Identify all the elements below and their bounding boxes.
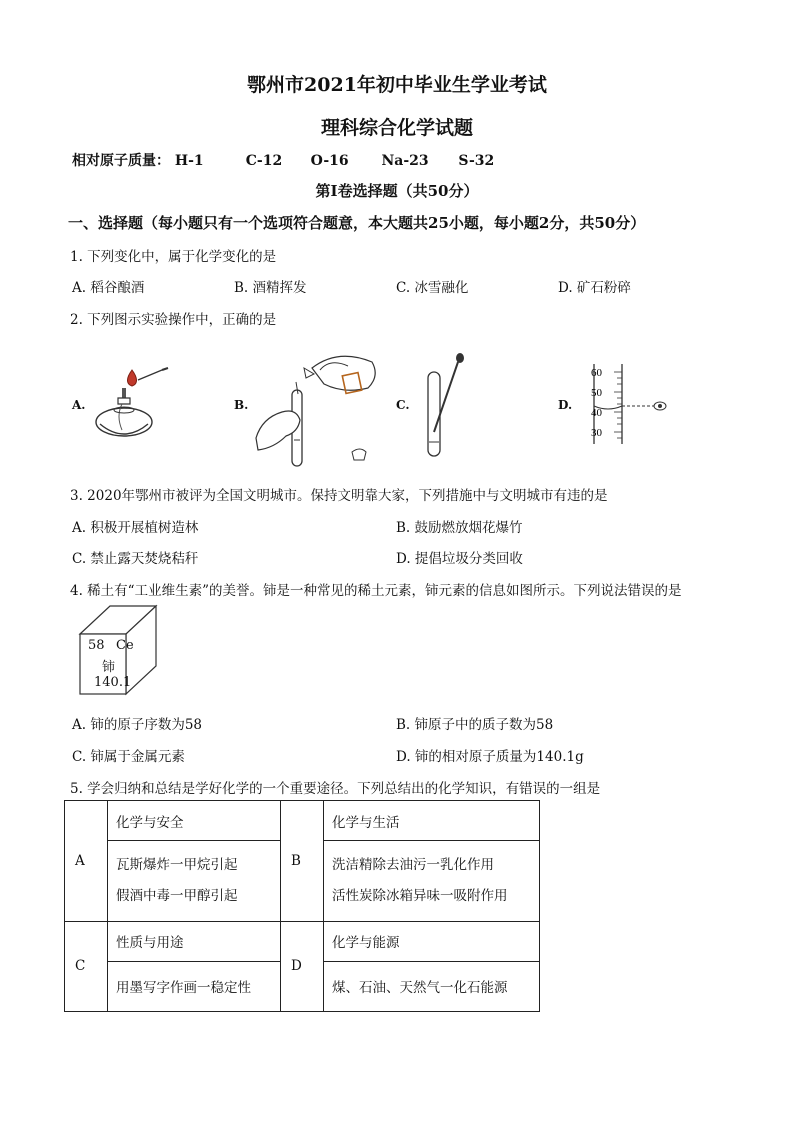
- q5-letter-d: D: [281, 921, 324, 1011]
- atomic-mass-h: H-1: [174, 153, 204, 169]
- q5-heading-a: 化学与安全: [108, 801, 281, 841]
- atomic-mass-s: S-32: [458, 153, 495, 169]
- q1-option-c: C. 冰雪融化: [396, 280, 469, 296]
- atomic-mass-o: O-16: [310, 153, 349, 169]
- q1-option-d: D. 矿石粉碎: [558, 280, 631, 296]
- q5-heading-c: 性质与用途: [108, 921, 281, 961]
- alcohol-lamp-figure: [92, 364, 172, 442]
- exam-subtitle: 理科综合化学试题: [320, 117, 473, 139]
- cylinder-tick-30: 30: [591, 427, 602, 439]
- dropper-figure: [420, 352, 470, 462]
- q3-stem: 3. 2020年鄂州市被评为全国文明城市。保持文明靠大家，下列措施中与文明城市有违的是: [70, 488, 608, 504]
- q2-label-b: B.: [234, 398, 249, 412]
- q5-heading-d: 化学与能源: [324, 921, 540, 961]
- graduated-cylinder-figure: [586, 362, 676, 446]
- q2-stem: 2. 下列图示实验操作中，正确的是: [70, 312, 277, 328]
- cylinder-tick-50: 50: [591, 387, 602, 399]
- q3-option-d: D. 提倡垃圾分类回收: [396, 551, 523, 567]
- pouring-liquid-figure: [252, 348, 382, 472]
- q2-label-d: D.: [558, 398, 573, 412]
- q5-line-c1: 用墨写字作画一稳定性: [108, 961, 281, 1011]
- exam-title: 鄂州市2021年初中毕业生学业考试: [247, 74, 547, 96]
- element-number: 58: [88, 638, 105, 653]
- element-mass: 140.1: [94, 675, 132, 690]
- section-title: 第I卷选择题（共50分）: [315, 182, 479, 200]
- atomic-mass-line: [72, 150, 494, 170]
- element-name: 铈: [102, 660, 116, 675]
- q4-option-c: C. 铈属于金属元素: [72, 749, 185, 765]
- q1-option-a: A. 稻谷酿酒: [72, 280, 145, 296]
- q4-option-a: A. 铈的原子序数为58: [72, 717, 203, 733]
- q3-option-b: B. 鼓励燃放烟花爆竹: [396, 520, 523, 536]
- cylinder-tick-40: 40: [591, 407, 602, 419]
- q5-line-a2: 假酒中毒一甲醇引起: [116, 887, 238, 904]
- q4-stem: 4. 稀土有“工业维生素”的美誉。铈是一种常见的稀土元素，铈元素的信息如图所示。下列说法错误的是: [70, 583, 682, 599]
- q5-stem: 5. 学会归纳和总结是学好化学的一个重要途径。下列总结出的化学知识，有错误的一组是: [70, 781, 601, 797]
- q5-line-d1: 煤、石油、天然气一化石能源: [324, 961, 540, 1011]
- atomic-mass-label: 相对原子质量：: [72, 153, 170, 169]
- atomic-mass-na: Na-23: [381, 153, 429, 169]
- q5-table: [64, 800, 540, 1012]
- q4-option-d: D. 铈的相对原子质量为140.1g: [396, 749, 584, 765]
- q5-line-a1: 瓦斯爆炸一甲烷引起: [116, 856, 238, 873]
- q3-option-c: C. 禁止露天焚烧秸秆: [72, 551, 199, 567]
- q3-option-a: A. 积极开展植树造林: [72, 520, 199, 536]
- q5-line-b2: 活性炭除冰箱异味一吸附作用: [332, 887, 508, 904]
- q5-content-b: [324, 841, 540, 921]
- part-title: 一、选择题（每小题只有一个选项符合题意，本大题共25小题，每小题2分，共50分）: [68, 214, 646, 232]
- q5-letter-b: B: [281, 801, 324, 922]
- q1-option-b: B. 酒精挥发: [234, 280, 307, 296]
- q5-content-a: [108, 841, 281, 921]
- q2-label-c: C.: [396, 398, 410, 412]
- cylinder-tick-60: 60: [591, 367, 602, 379]
- q5-line-b1: 洗洁精除去油污一乳化作用: [332, 856, 494, 873]
- atomic-mass-c: C-12: [245, 153, 283, 169]
- q5-heading-b: 化学与生活: [324, 801, 540, 841]
- q5-letter-c: C: [65, 921, 108, 1011]
- q2-label-a: A.: [72, 398, 86, 412]
- q1-stem: 1. 下列变化中，属于化学变化的是: [70, 249, 277, 265]
- q5-letter-a: A: [65, 801, 108, 922]
- q4-option-b: B. 铈原子中的质子数为58: [396, 717, 554, 733]
- element-symbol: Ce: [116, 638, 134, 653]
